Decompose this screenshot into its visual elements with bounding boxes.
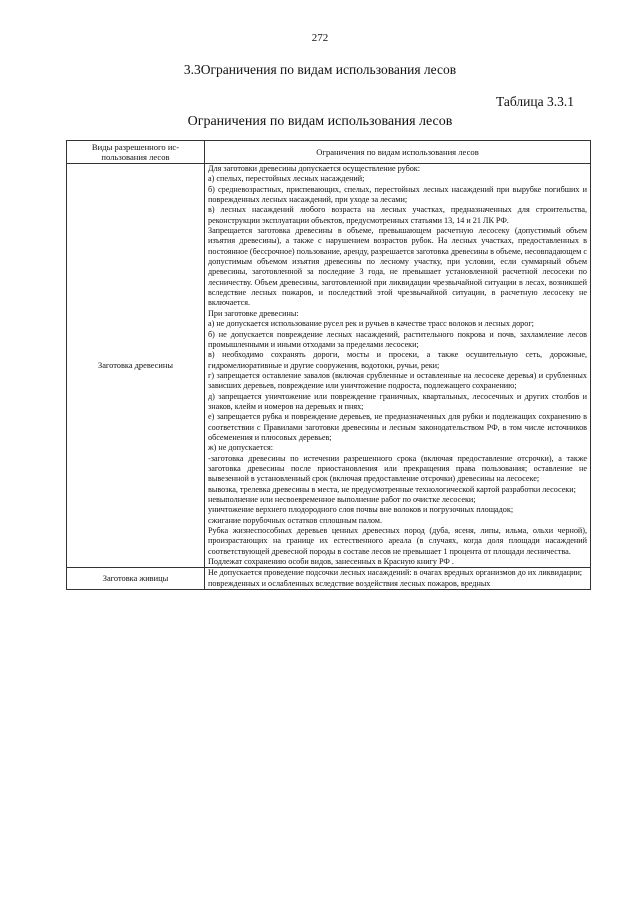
restriction-line: -заготовка древесины по истечении разрешенного срока (включая предоставление отсрочки), а также заготовка древесины после приостановления или прекращения права пользования; оставление не вывезенной в установленный срок (включая предоставление отсрочки) древесины на лесосеке; — [208, 453, 587, 484]
usage-type-cell: Заготовка живицы — [67, 568, 205, 590]
restrictions-table — [66, 140, 591, 590]
table-label: Таблица 3.3.1 — [496, 94, 574, 109]
restriction-line: в) необходимо сохранять дороги, мосты и просеки, а также осушительную сеть, дорожные, гидромелиоративные и другие сооружения, водотоки, ручьи, реки; — [208, 350, 587, 370]
table-row — [67, 164, 591, 568]
restriction-line: ж) не допускается: — [208, 443, 273, 453]
restriction-line: е) запрещается рубка и повреждение деревьев, не предназначенных для рубки и подлежащих сохранению в соответствии с Правилами заготовки древесины и лесным законодательством РФ, в том числе источников обсеменения и плюсовых деревьев; — [208, 412, 587, 442]
table-header-row — [67, 141, 591, 164]
restriction-line: Рубка жизнеспособных деревьев ценных древесных пород (дуба, ясеня, липы, ильма, ольхи черной), произрастающих на границе их естественного ареала (в случаях, когда доля площади насаждений соответствующей древесной породы в составе лесов не превышает 1 процента от площади лесничества. — [208, 526, 587, 556]
restriction-line: б) не допускается повреждение лесных насаждений, растительного покрова и почв, захламление лесов промышленными и иными отходами за пределами лесосеки; — [208, 329, 587, 349]
usage-type-cell: Заготовка древесины — [67, 164, 205, 568]
restriction-line: а) спелых, перестойных лесных насаждений; — [208, 174, 365, 184]
column-header-usage-type: Виды разрешенного ис-пользования лесов — [67, 141, 205, 164]
column-header-restrictions: Ограничения по видам использования лесов — [205, 141, 591, 164]
page-number: 272 — [311, 32, 329, 44]
restriction-line: Запрещается заготовка древесины в объеме, превышающем расчетную лесосеку (допустимый объем изъятия древесины), а также с нарушением возрастов рубок. На лесных участках, предоставленных в постоянное (бессрочное) пользование, аренду, разрешается заготовка древесины в объеме, несовпадающем с допустимым объемом изъятия древесины по лесному участку, при условии, если суммарный объем древесины, заготовленной за последние 3 года, не превышает установленной расчетной лесосеки по лесничеству. Объем древесины, заготовленной при ликвидации чрезвычайной ситуации в лесах, возникшей вследствие лесных пожаров, и последствий этой чрезвычайной ситуации, в расчетную лесосеку не включается. — [208, 226, 587, 308]
restriction-line: в) лесных насаждений любого возраста на лесных участках, предназначенных для строительства, реконструкции эксплуатации объектов, предусмотренных статьями 13, 14 и 21 ЛК РФ. — [208, 205, 587, 225]
restriction-line: б) средневозрастных, приспевающих, спелых, перестойных лесных насаждений при вырубке погибших и поврежденных лесных насаждений, при уходе за лесами; — [208, 184, 587, 205]
restriction-line: д) запрещается уничтожение или повреждение граничных, квартальных, лесосечных и других столбов и знаков, клейм и номеров на деревьях и пнях; — [208, 391, 587, 411]
restriction-line: Для заготовки древесины допускается осуществление рубок: — [208, 164, 420, 173]
restriction-line: поврежденных и ослабленных вследствие воздействия лесных пожаров, вредных — [208, 578, 491, 588]
restriction-line: Не допускается проведение подсочки лесных насаждений: в очагах вредных организмов до их ликвидации; — [208, 568, 583, 578]
section-title: 3.3Ограничения по видам использования лесов — [183, 62, 457, 77]
restriction-line: вывозка, трелевка древесины в места, не предусмотренные технологической картой разработки лесосеки; — [208, 484, 576, 494]
restriction-line: сжигание порубочных остатков сплошным палом. — [208, 515, 382, 525]
table-title: Ограничения по видам использования лесов — [187, 114, 453, 129]
restriction-line: невыполнение или несвоевременное выполнение работ по очистке лесосеки; — [208, 495, 476, 504]
restriction-line: уничтожение верхнего плодородного слоя почвы вне волоков и погрузочных площадок; — [208, 505, 514, 515]
restriction-line: При заготовке древесины: — [208, 308, 299, 318]
restriction-line: Подлежат сохранению особи видов, занесенных в Красную книгу РФ . — [208, 557, 454, 567]
restriction-line: а) не допускается использование русел рек и ручьев в качестве трасс волоков и лесных дорог; — [208, 319, 534, 329]
restriction-line: г) запрещается оставление завалов (включая срубленные и оставленные на лесосеке деревья) и срубленных зависших деревьев, повреждение или уничтожение подроста, подлежащего сохранению; — [208, 370, 587, 391]
table-row — [67, 568, 591, 590]
restrictions-cell — [205, 164, 591, 568]
restrictions-cell — [205, 568, 591, 590]
